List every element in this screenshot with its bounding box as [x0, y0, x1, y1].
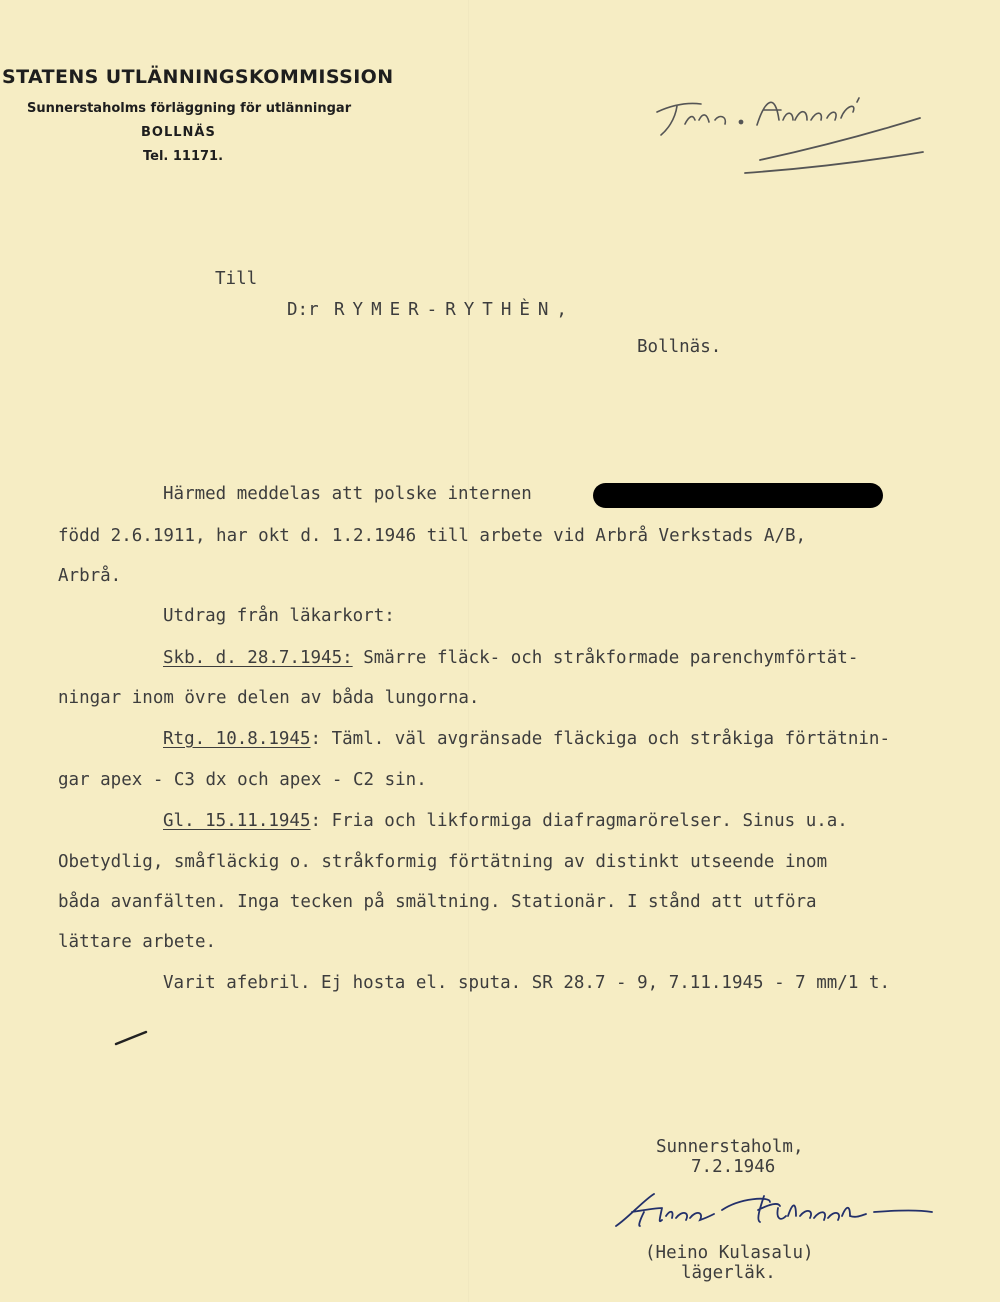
- body-para1-line2: född 2.6.1911, har okt d. 1.2.1946 till arbete vid Arbrå Verkstads A/B,: [58, 526, 807, 546]
- gl-text: : Fria och likformiga diafragmarörelser. Sinus u.a.: [310, 811, 848, 831]
- handwritten-note: [645, 80, 935, 190]
- recipient-city: Bollnäs.: [637, 337, 722, 357]
- pen-mark: [112, 1028, 152, 1048]
- organization-subtitle: Sunnerstaholms förläggning för utlänningar: [27, 101, 352, 116]
- body-para1-line3: Arbrå.: [58, 566, 122, 586]
- closing-date: 7.2.1946: [691, 1157, 776, 1177]
- recipient-name: RYMER-RYTHÈN,: [334, 300, 575, 320]
- recipient-prefix: Till: [215, 269, 258, 289]
- body-para1-line1: Härmed meddelas att polske internen: [163, 484, 532, 504]
- organization-name: STATENS UTLÄNNINGSKOMMISSION: [2, 66, 394, 88]
- recipient-title: D:r: [287, 300, 319, 320]
- final-line: Varit afebril. Ej hosta el. sputa. SR 28.7 - 9, 7.11.1945 - 7 mm/1 t.: [163, 973, 890, 993]
- gl-entry: [163, 811, 848, 831]
- closing-role: lägerläk.: [681, 1263, 776, 1283]
- rtg-entry: [163, 729, 890, 749]
- closing-name: (Heino Kulasalu): [645, 1243, 814, 1263]
- skb-text: Smärre fläck- och stråkformade parenchymförtät-: [352, 648, 859, 668]
- gl-text-line3: båda avanfälten. Inga tecken på smältning. Stationär. I stånd att utföra: [58, 892, 817, 912]
- gl-label: Gl. 15.11.1945: [163, 811, 311, 831]
- skb-entry: [163, 648, 858, 668]
- organization-city: BOLLNÄS: [141, 125, 216, 140]
- skb-label: Skb. d. 28.7.1945:: [163, 648, 353, 668]
- skb-text-line2: ningar inom övre delen av båda lungorna.: [58, 688, 480, 708]
- rtg-text-line2: gar apex - C3 dx och apex - C2 sin.: [58, 770, 427, 790]
- extract-heading: Utdrag från läkarkort:: [163, 606, 395, 626]
- gl-text-line4: lättare arbete.: [58, 932, 217, 952]
- signature-heino-kulasalu: [610, 1188, 940, 1233]
- rtg-label: Rtg. 10.8.1945: [163, 729, 311, 749]
- rtg-text: : Täml. väl avgränsade fläckiga och stråkiga förtätnin-: [310, 729, 890, 749]
- redaction-bar: [593, 483, 883, 508]
- organization-telephone: Tel. 11171.: [143, 149, 224, 164]
- closing-place: Sunnerstaholm,: [656, 1137, 804, 1157]
- gl-text-line2: Obetydlig, småfläckig o. stråkformig förtätning av distinkt utseende inom: [58, 852, 828, 872]
